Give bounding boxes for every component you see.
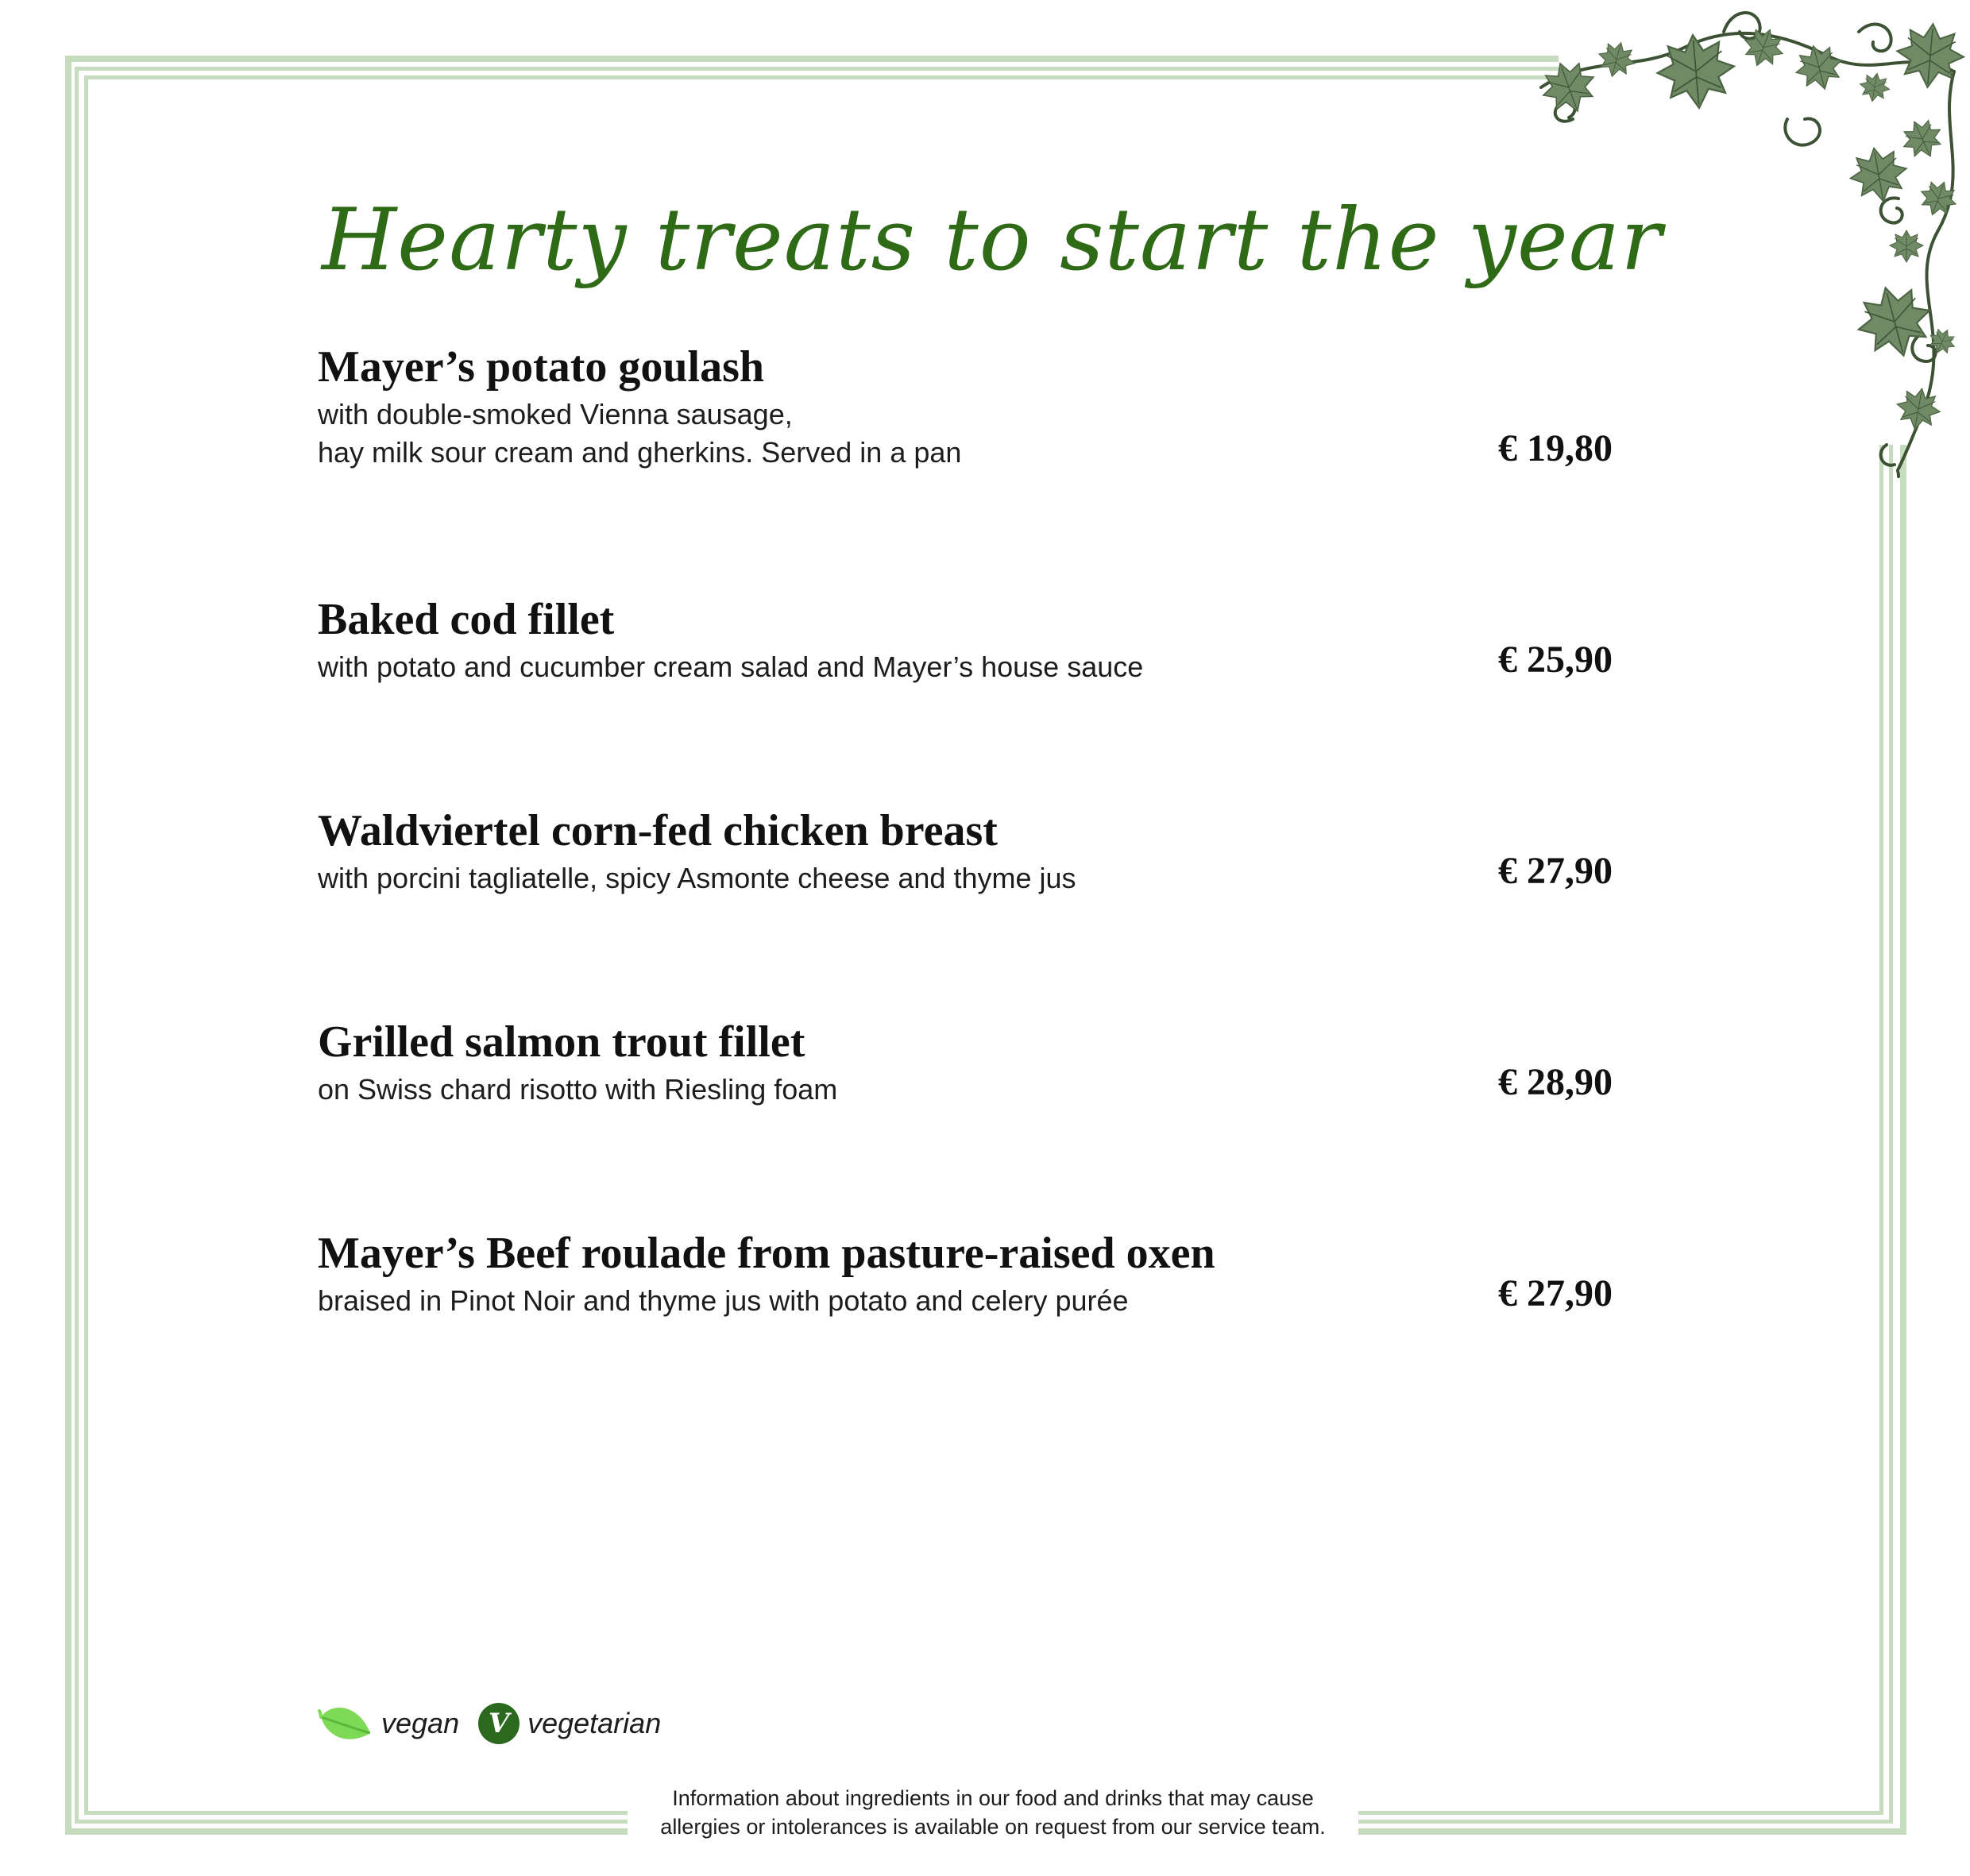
menu-item-description-line: on Swiss chard risotto with Riesling foam: [318, 1073, 838, 1106]
frame-right-inner: [1879, 445, 1883, 1815]
menu-item-description-line: hay milk sour cream and gherkins. Served in a pan: [318, 436, 962, 469]
menu-item-description-line: with potato and cucumber cream salad and Mayer’s house sauce: [318, 650, 1144, 683]
menu-item-description: [318, 648, 1628, 686]
menu-item-chicken-breast: [318, 805, 1628, 897]
menu-item-description: [318, 1282, 1628, 1320]
menu-item-potato-goulash: [318, 342, 1628, 472]
frame-right-outer: [1900, 445, 1906, 1835]
allergen-note-line: allergies or intolerances is available on request from our service team.: [660, 1815, 1326, 1839]
menu-item-salmon-trout: [318, 1017, 1628, 1109]
menu-item-name: Waldviertel corn-fed chicken breast: [318, 806, 998, 855]
leaf-icon: [318, 1700, 373, 1747]
diet-legend: [318, 1700, 680, 1747]
menu-item-name: Mayer’s Beef roulade from pasture-raised oxen: [318, 1229, 1215, 1278]
frame-top-outer: [65, 56, 1559, 62]
frame-left-mid: [75, 67, 79, 1824]
menu-item-beef-roulade: [318, 1228, 1628, 1320]
allergen-note-line: Information about ingredients in our food and drinks that may cause: [672, 1786, 1314, 1810]
menu-item-price: € 25,90: [1498, 639, 1613, 681]
menu-item-price: € 27,90: [1498, 850, 1613, 892]
menu-item-name: Grilled salmon trout fillet: [318, 1017, 805, 1067]
menu-item-description: [318, 396, 1628, 472]
frame-right-mid: [1889, 445, 1893, 1824]
frame-top-inner: [84, 75, 1559, 79]
frame-left-outer: [65, 56, 71, 1835]
menu-item-description-line: with double-smoked Vienna sausage,: [318, 398, 793, 430]
menu-item-baked-cod: [318, 594, 1628, 686]
frame-left-inner: [84, 75, 88, 1815]
menu-item-price: € 19,80: [1498, 427, 1613, 469]
menu-item-description: [318, 1071, 1628, 1109]
vegetarian-label: vegetarian: [527, 1707, 662, 1739]
frame-top-mid: [75, 67, 1559, 71]
allergen-note: [628, 1779, 1358, 1846]
menu-item-price: € 28,90: [1498, 1061, 1613, 1103]
menu-item-name: Mayer’s potato goulash: [318, 342, 765, 392]
v-circle-icon: V: [478, 1703, 520, 1744]
menu-item-name: Baked cod fillet: [318, 595, 615, 644]
menu-item-description-line: braised in Pinot Noir and thyme jus with potato and celery purée: [318, 1284, 1129, 1317]
menu-item-description-line: with porcini tagliatelle, spicy Asmonte cheese and thyme jus: [318, 862, 1076, 894]
vegan-label: vegan: [381, 1707, 460, 1739]
menu-item-price: € 27,90: [1498, 1272, 1613, 1314]
menu-title: Hearty treats to start the year: [322, 191, 1663, 290]
menu-item-description: [318, 859, 1628, 897]
